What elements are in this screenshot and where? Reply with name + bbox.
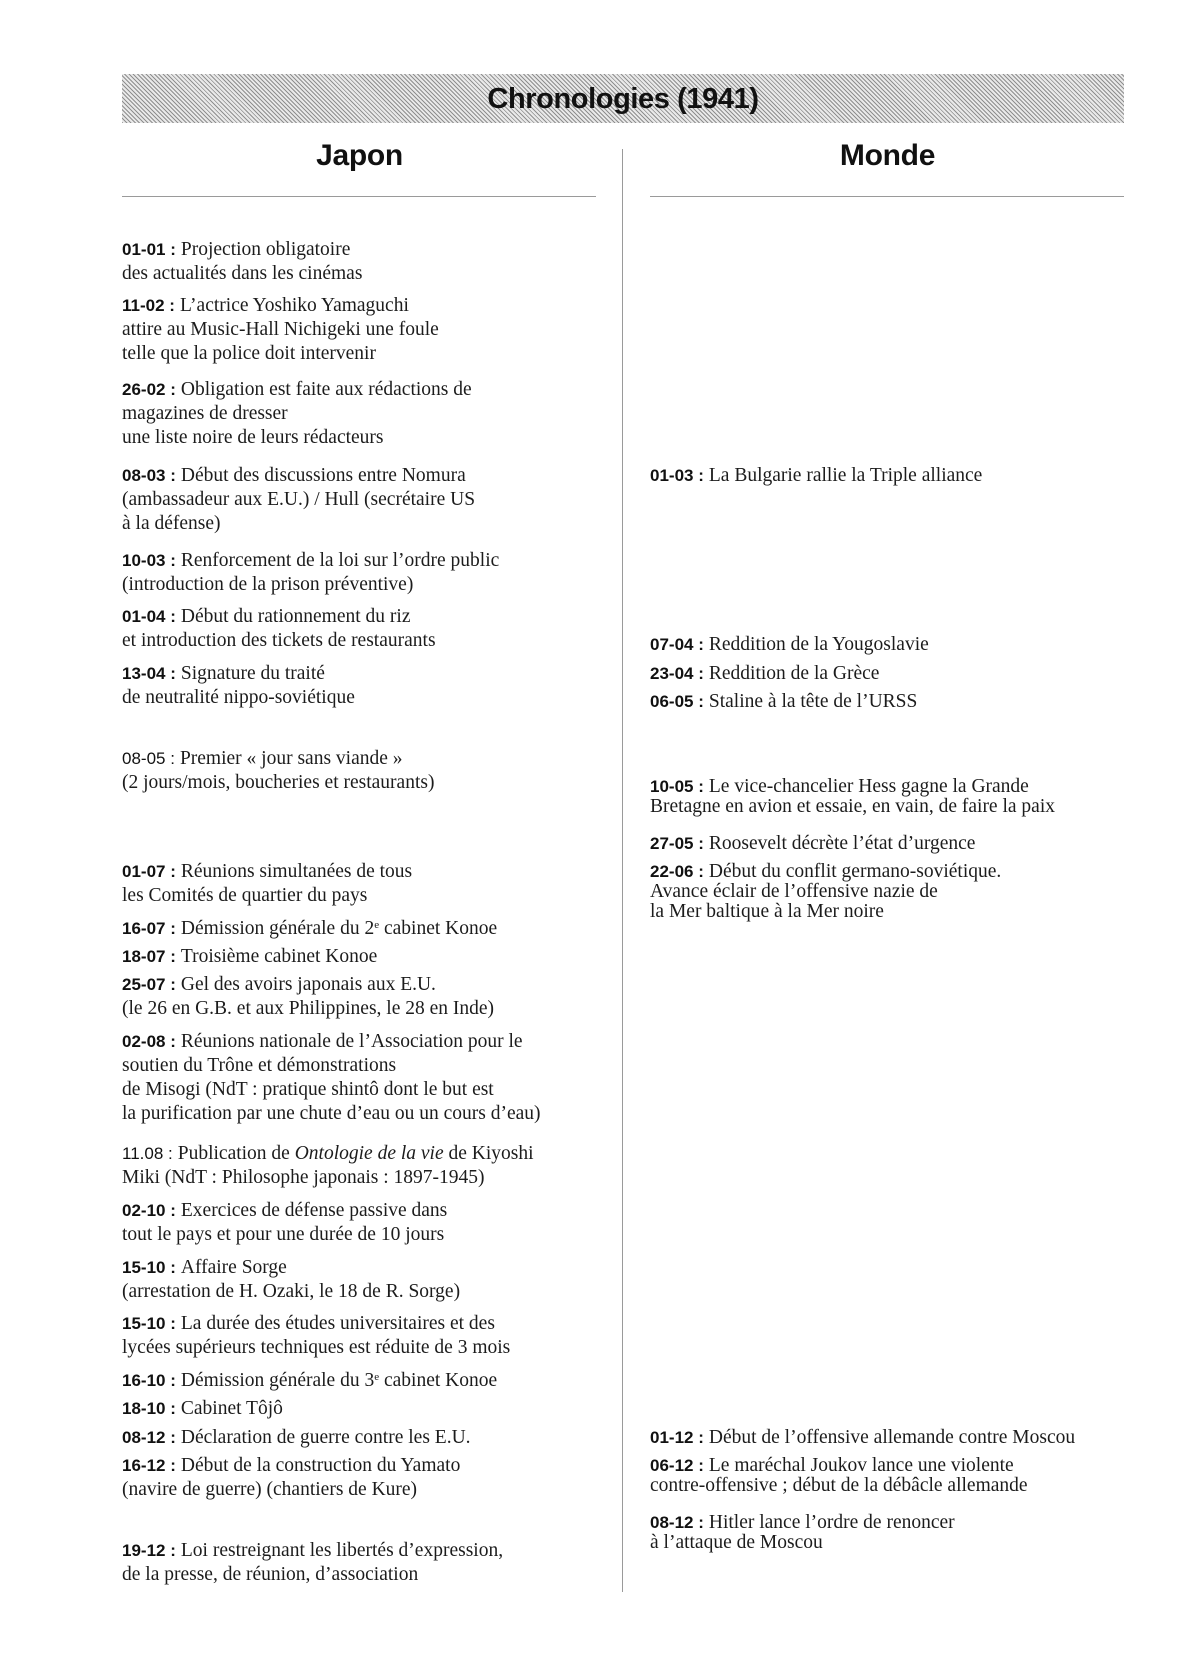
timeline-entry [650,1513,955,1553]
entry-line [122,945,377,969]
entry-line [650,1426,1075,1450]
entry-text: Début des discussions entre Nomura [180,465,466,486]
entry-text: L’actrice Yoshiko Yamaguchi [179,295,409,316]
entry-line [122,318,439,342]
entry-line [122,997,494,1021]
entry-date: 07-04 : [650,635,704,654]
entry-text: les Comités de quartier du pays [122,885,368,906]
timeline-entry [122,1142,534,1190]
entry-line [122,1078,541,1102]
timeline-entry [122,238,362,286]
entry-text: Début de la construction du Yamato [180,1455,461,1476]
entry-date: 01-04 : [122,607,176,626]
entry-line [122,1102,541,1126]
italic-title: Ontologie de la vie [294,1143,444,1164]
entry-line [122,1426,471,1450]
text-segment: cabinet Konoe [379,918,498,939]
entry-text: Affaire Sorge [180,1257,287,1278]
column-divider [622,149,623,1592]
entry-text: (introduction de la prison préventive) [122,574,414,595]
text-segment: Publication de [177,1143,295,1164]
entry-date: 08-05 : [122,749,175,768]
entry-line [650,464,982,488]
entry-text: Loi restreignant les libertés d’expression, [180,1540,504,1561]
entry-text [181,918,497,939]
entry-line [122,1336,510,1360]
entry-date: 10-03 : [122,551,176,570]
entry-text: la purification par une chute d’eau ou un cours d’eau) [122,1103,541,1124]
entry-line [122,512,475,536]
entry-text: des actualités dans les cinémas [122,263,363,284]
entry-line [122,771,434,795]
timeline-entry [122,549,499,597]
entry-text: Le vice-chancelier Hess gagne la Grande [708,776,1029,797]
entry-line [122,1454,460,1478]
timeline-entry [650,633,929,657]
entry-text: Cabinet Tôjô [180,1398,283,1419]
entry-text: contre-offensive ; début de la débâcle allemande [650,1475,1028,1496]
timeline-entry [650,464,982,488]
entry-line [650,862,1001,882]
timeline-entry [650,1426,1075,1450]
entry-line [122,662,355,686]
entry-date: 08-12 : [122,1428,176,1447]
entry-date: 16-10 : [122,1371,176,1390]
entry-text: Troisième cabinet Konoe [180,946,378,967]
entry-date: 08-03 : [122,466,176,485]
entry-line [122,1256,460,1280]
entry-text: tout le pays et pour une durée de 10 jours [122,1224,445,1245]
entry-text: (arrestation de H. Ozaki, le 18 de R. Sorge) [122,1281,461,1302]
entry-text: Obligation est faite aux rédactions de [180,379,472,400]
entry-line [122,549,499,573]
entry-date: 11-02 : [122,296,175,315]
entry-line [122,342,439,366]
entry-line [122,378,472,402]
entry-text: à la défense) [122,513,221,534]
entry-line [122,1397,283,1421]
entry-line [650,777,1055,797]
entry-line [650,1533,955,1553]
entry-line [650,690,917,714]
entry-date: 26-02 : [122,380,176,399]
entry-date: 18-07 : [122,947,176,966]
entry-text: de neutralité nippo-soviétique [122,687,355,708]
entry-line [122,1563,503,1587]
entry-line [122,573,499,597]
timeline-entry [650,690,917,714]
entry-date: 15-10 : [122,1258,176,1277]
entry-date: 01-12 : [650,1428,704,1447]
entry-text: magazines de dresser [122,403,288,424]
entry-text: Staline à la tête de l’URSS [708,691,918,712]
text-segment: Démission générale du 2 [180,918,375,939]
entry-text: de Misogi (NdT : pratique shintô dont le but est [122,1079,494,1100]
entry-line [122,1199,447,1223]
entry-text: lycées supérieurs techniques est réduite de 3 mois [122,1337,511,1358]
timeline-entry [122,747,434,795]
entry-line [122,686,355,710]
entry-text: Réunions simultanées de tous [180,861,413,882]
entry-date: 13-04 : [122,664,176,683]
entry-line [122,1142,534,1166]
entry-line [650,832,975,856]
entry-line [122,1539,503,1563]
entry-date: 23-04 : [650,664,704,683]
entry-text: Déclaration de guerre contre les E.U. [180,1427,471,1448]
entry-line [650,662,879,686]
entry-line [122,262,362,286]
entry-date: 06-05 : [650,692,704,711]
entry-date: 10-05 : [650,777,704,796]
entry-date: 02-08 : [122,1032,176,1051]
entry-date: 01-01 : [122,240,176,259]
entry-line [650,1513,955,1533]
timeline-entry [122,1426,471,1450]
entry-text: (2 jours/mois, boucheries et restaurants) [122,772,435,793]
entry-text: Gel des avoirs japonais aux E.U. [180,974,436,995]
entry-line [122,294,439,318]
entry-text: Projection obligatoire [180,239,351,260]
timeline-entry [122,1199,447,1247]
entry-date: 16-12 : [122,1456,176,1475]
text-segment: de Kiyoshi [443,1143,534,1164]
entry-date: 15-10 : [122,1314,176,1333]
entry-line [122,1054,541,1078]
entry-line [122,917,497,941]
entry-date: 18-10 : [122,1399,176,1418]
timeline-entry [122,464,475,536]
entry-line [650,633,929,657]
entry-text: et introduction des tickets de restaurants [122,630,436,651]
entry-date: 25-07 : [122,975,176,994]
entry-text: Exercices de défense passive dans [180,1200,448,1221]
timeline-entry [122,378,472,450]
text-segment: cabinet Konoe [379,1370,498,1391]
superscript: e [374,1371,380,1383]
entry-text [181,1370,497,1391]
entry-text: (le 26 en G.B. et aux Philippines, le 28 en Inde) [122,998,495,1019]
timeline-entry [122,973,494,1021]
japon-column [122,0,602,1680]
entry-text: Le maréchal Joukov lance une violente [708,1455,1014,1476]
timeline-entry [650,662,879,686]
entry-line [650,902,1001,922]
timeline-entry [122,1369,497,1393]
entry-line [122,973,494,997]
timeline-entry [122,945,377,969]
entry-text: de la presse, de réunion, d’association [122,1564,419,1585]
entry-line [122,1478,460,1502]
entry-text: attire au Music-Hall Nichigeki une foule [122,319,439,340]
entry-text: Avance éclair de l’offensive nazie de [650,881,938,902]
entry-line [122,426,472,450]
entry-line [122,1369,497,1393]
timeline-entry [122,917,497,941]
entry-text: Miki (NdT : Philosophe japonais : 1897-1945) [122,1167,485,1188]
timeline-entry [650,832,975,856]
entry-date: 22-06 : [650,862,704,881]
entry-text: Roosevelt décrète l’état d’urgence [708,833,976,854]
entry-text: Début du rationnement du riz [180,606,411,627]
entry-text: Signature du traité [180,663,325,684]
text-segment: Démission générale du 3 [180,1370,375,1391]
timeline-entry [122,605,436,653]
entry-text [178,1143,534,1164]
entry-date: 19-12 : [122,1541,176,1560]
entry-line [122,464,475,488]
entry-line [650,1456,1028,1476]
timeline-entry [122,1312,510,1360]
entry-text: une liste noire de leurs rédacteurs [122,427,384,448]
timeline-entry [122,860,412,908]
entry-text: Réunions nationale de l’Association pour le [180,1031,523,1052]
entry-line [122,402,472,426]
timeline-entry [122,1256,460,1304]
entry-line [122,1312,510,1336]
entry-text: Début de l’offensive allemande contre Moscou [708,1427,1076,1448]
timeline-entry [122,1397,283,1421]
entry-text: telle que la police doit intervenir [122,343,376,364]
entry-text: La Bulgarie rallie la Triple alliance [708,465,983,486]
entry-text: Premier « jour sans viande » [179,748,403,769]
entry-date: 01-03 : [650,466,704,485]
entry-text: (ambassadeur aux E.U.) / Hull (secrétaire US [122,489,476,510]
entry-text: (navire de guerre) (chantiers de Kure) [122,1479,418,1500]
monde-heading: Monde [839,139,936,172]
timeline-entry [122,1454,460,1502]
entry-line [122,1280,460,1304]
entry-line [122,860,412,884]
entry-date: 06-12 : [650,1456,704,1475]
entry-text: Début du conflit germano-soviétique. [708,861,1002,882]
entry-line [122,488,475,512]
entry-line [650,1476,1028,1496]
timeline-entry [122,1030,541,1126]
entry-text: soutien du Trône et démonstrations [122,1055,397,1076]
entry-date: 16-07 : [122,919,176,938]
entry-text: Reddition de la Yougoslavie [708,634,929,655]
timeline-entry [122,662,355,710]
entry-date: 11.08 : [122,1144,173,1163]
timeline-entry [650,1456,1028,1496]
entry-date: 02-10 : [122,1201,176,1220]
timeline-entry [122,294,439,366]
entry-text: la Mer baltique à la Mer noire [650,901,884,922]
entry-text: Bretagne en avion et essaie, en vain, de faire la paix [650,796,1055,817]
entry-text: La durée des études universitaires et des [180,1313,495,1334]
entry-date: 01-07 : [122,862,176,881]
superscript: e [374,919,380,931]
page-title: Chronologies (1941) [487,83,759,115]
entry-text: Reddition de la Grèce [708,663,880,684]
entry-line [122,238,362,262]
entry-text: à l’attaque de Moscou [650,1532,823,1553]
entry-line [122,1223,447,1247]
entry-text: Hitler lance l’ordre de renoncer [708,1512,955,1533]
entry-text: Renforcement de la loi sur l’ordre public [180,550,500,571]
entry-line [122,629,436,653]
entry-line [122,605,436,629]
entry-line [122,1030,541,1054]
entry-line [122,884,412,908]
timeline-entry [122,1539,503,1587]
entry-date: 27-05 : [650,834,704,853]
monde-column [650,0,1130,1680]
timeline-entry [650,862,1001,922]
entry-date: 08-12 : [650,1513,704,1532]
entry-line [122,1166,534,1190]
entry-line [650,882,1001,902]
timeline-entry [650,777,1055,817]
entry-line [650,797,1055,817]
japon-heading: Japon [316,139,403,172]
entry-line [122,747,434,771]
